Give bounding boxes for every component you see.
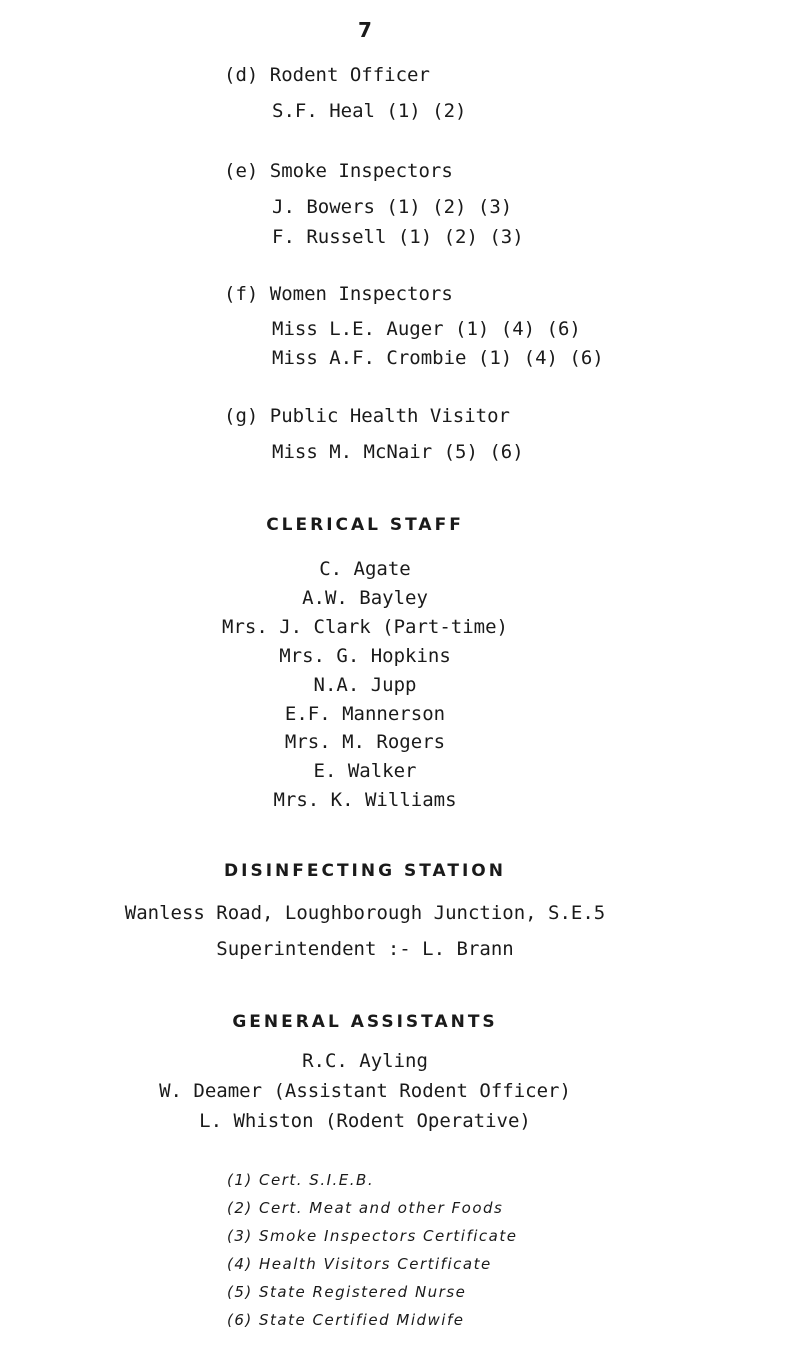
women-inspector-name: Miss A.F. Crombie (1) (4) (6) [272,347,604,369]
women-inspector-name: Miss L.E. Auger (1) (4) (6) [272,318,581,340]
footnote: (6) State Certified Midwife [227,1311,465,1329]
page-number: 7 [358,18,372,42]
general-assistant-name: W. Deamer (Assistant Rodent Officer) [159,1080,571,1102]
clerical-staff-name: Mrs. J. Clark (Part-time) [222,616,508,638]
footnote: (5) State Registered Nurse [227,1283,467,1301]
rodent-officer-heading: (d) Rodent Officer [224,64,430,86]
clerical-staff-name: E.F. Mannerson [284,703,446,725]
clerical-staff-name: Mrs. G. Hopkins [279,645,451,667]
health-visitor-heading: (g) Public Health Visitor [224,405,510,427]
clerical-staff-name: N.A. Jupp [313,674,417,696]
clerical-staff-name: E. Walker [313,760,417,782]
disinfecting-station-address: Wanless Road, Loughborough Junction, S.E.5 [124,902,606,924]
health-visitor-name: Miss M. McNair (5) (6) [272,441,524,463]
footnote: (3) Smoke Inspectors Certificate [227,1227,518,1245]
disinfecting-station-superintendent: Superintendent :- L. Brann [216,938,514,960]
clerical-staff-name: C. Agate [319,558,411,580]
clerical-staff-heading: CLERICAL STAFF [266,515,464,535]
disinfecting-station-heading: DISINFECTING STATION [224,861,506,881]
smoke-inspectors-heading: (e) Smoke Inspectors [224,160,453,182]
clerical-staff-name: Mrs. M. Rogers [284,731,446,753]
women-inspectors-heading: (f) Women Inspectors [224,283,453,305]
general-assistants-heading: GENERAL ASSISTANTS [232,1012,498,1032]
general-assistant-name: L. Whiston (Rodent Operative) [199,1110,531,1132]
rodent-officer-name: S.F. Heal (1) (2) [272,100,467,122]
smoke-inspector-name: F. Russell (1) (2) (3) [272,226,524,248]
footnote: (4) Health Visitors Certificate [227,1255,492,1273]
general-assistant-name: R.C. Ayling [302,1050,428,1072]
smoke-inspector-name: J. Bowers (1) (2) (3) [272,196,513,218]
clerical-staff-name: A.W. Bayley [302,587,428,609]
footnote: (1) Cert. S.I.E.B. [227,1171,375,1189]
footnote: (2) Cert. Meat and other Foods [227,1199,504,1217]
clerical-staff-name: Mrs. K. Williams [273,789,457,811]
